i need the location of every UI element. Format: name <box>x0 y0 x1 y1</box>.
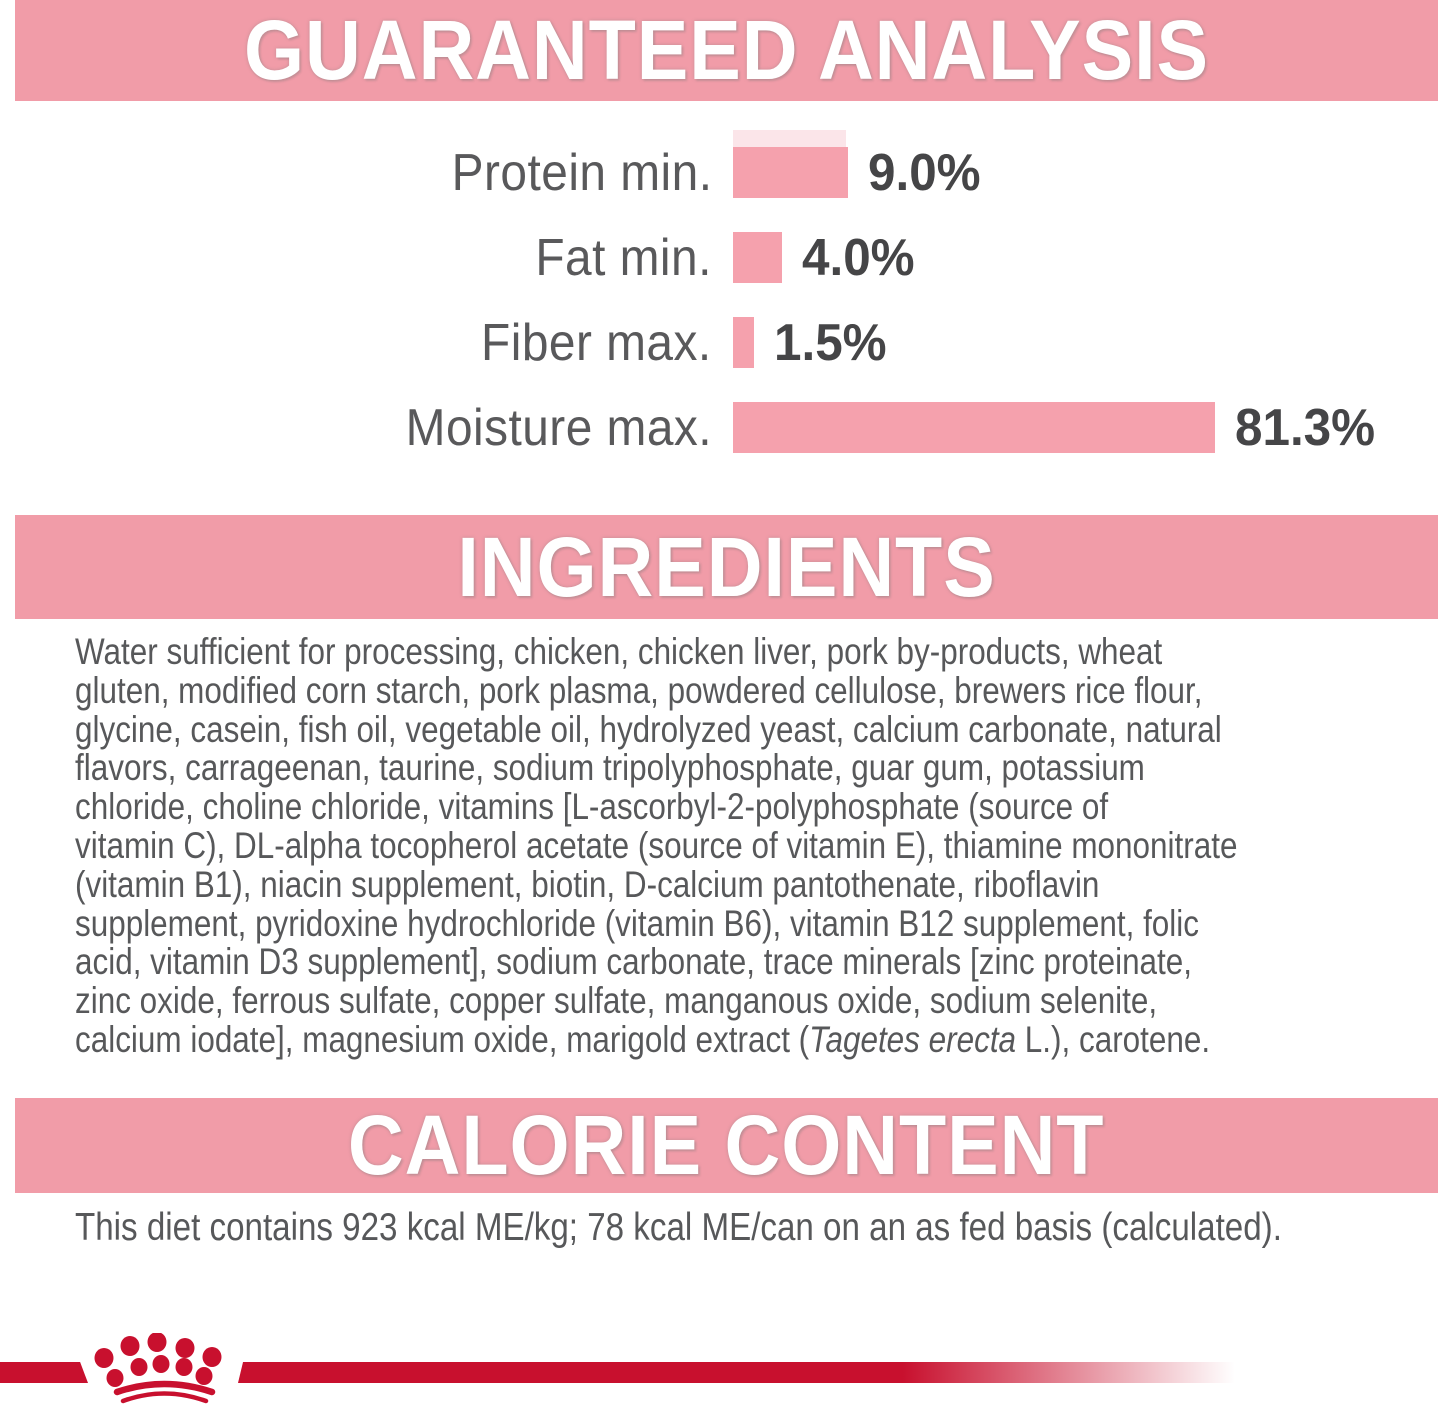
ingredient-line-pre: calcium iodate], magnesium oxide, marigold extract ( <box>75 1018 810 1060</box>
calorie-text: This diet contains 923 kcal ME/kg; 78 kcal ME/can on an as fed basis (calculated). <box>75 1206 1282 1249</box>
crown-pearls <box>95 1333 222 1387</box>
analysis-value: 1.5% <box>774 313 887 372</box>
calorie-content-banner <box>15 1098 1438 1193</box>
ingredients-text <box>75 633 1390 1060</box>
royal-canin-crown-logo <box>93 1333 225 1405</box>
ingredients-banner <box>15 515 1438 619</box>
analysis-row-protein <box>0 143 1445 202</box>
analysis-label: Fiber max. <box>481 313 712 372</box>
ingredient-line: Water sufficient for processing, chicken, chicken liver, pork by-products, wheat <box>75 631 1163 672</box>
analysis-value: 81.3% <box>1235 398 1376 457</box>
analysis-bar-fat <box>733 232 782 283</box>
analysis-row-fat <box>0 228 1445 287</box>
ingredient-line: flavors, carrageenan, taurine, sodium tripolyphosphate, guar gum, potassium <box>75 747 1145 789</box>
ingredient-latin-name: Tagetes erecta <box>809 1018 1017 1060</box>
ingredient-line-post: L.), carotene. <box>1016 1018 1211 1060</box>
guaranteed-analysis-title: GUARANTEED ANALYSIS <box>244 3 1209 97</box>
analysis-label: Fat min. <box>535 228 712 287</box>
analysis-bar-moisture <box>733 402 1215 453</box>
ingredient-line: gluten, modified corn starch, pork plasma, powdered cellulose, brewers rice flour, <box>75 669 1203 711</box>
ingredient-line: acid, vitamin D3 supplement], sodium carbonate, trace minerals [zinc proteinate, <box>75 941 1193 983</box>
calorie-content-title: CALORIE CONTENT <box>348 1098 1105 1192</box>
ingredient-line: vitamin C), DL-alpha tocopherol acetate (source of vitamin E), thiamine mononitrate <box>75 824 1238 866</box>
ingredient-line: glycine, casein, fish oil, vegetable oil, hydrolyzed yeast, calcium carbonate, natural <box>75 708 1222 750</box>
ingredient-line: (vitamin B1), niacin supplement, biotin, D-calcium pantothenate, riboflavin <box>75 863 1100 905</box>
ingredient-line-last <box>75 1018 1390 1060</box>
analysis-row-fiber <box>0 313 1445 372</box>
red-divider-line-left <box>0 1362 88 1383</box>
ingredients-title: INGREDIENTS <box>457 519 996 614</box>
analysis-label: Protein min. <box>451 143 712 202</box>
faint-bar-artifact <box>733 130 846 147</box>
analysis-bar-protein <box>733 147 848 198</box>
analysis-value: 9.0% <box>868 143 981 202</box>
analysis-row-moisture <box>0 398 1445 457</box>
guaranteed-analysis-banner <box>15 0 1438 101</box>
ingredient-line: supplement, pyridoxine hydrochloride (vitamin B6), vitamin B12 supplement, folic <box>75 902 1200 944</box>
ingredient-line: chloride, choline chloride, vitamins [L-ascorbyl-2-polyphosphate (source of <box>75 786 1109 828</box>
analysis-label: Moisture max. <box>405 398 712 457</box>
crown-base-arcs <box>117 1384 212 1401</box>
analysis-bar-fiber <box>733 317 754 368</box>
analysis-value: 4.0% <box>802 228 915 287</box>
red-divider-line-right <box>238 1362 1245 1383</box>
ingredient-line: zinc oxide, ferrous sulfate, copper sulfate, manganous oxide, sodium selenite, <box>75 980 1158 1022</box>
